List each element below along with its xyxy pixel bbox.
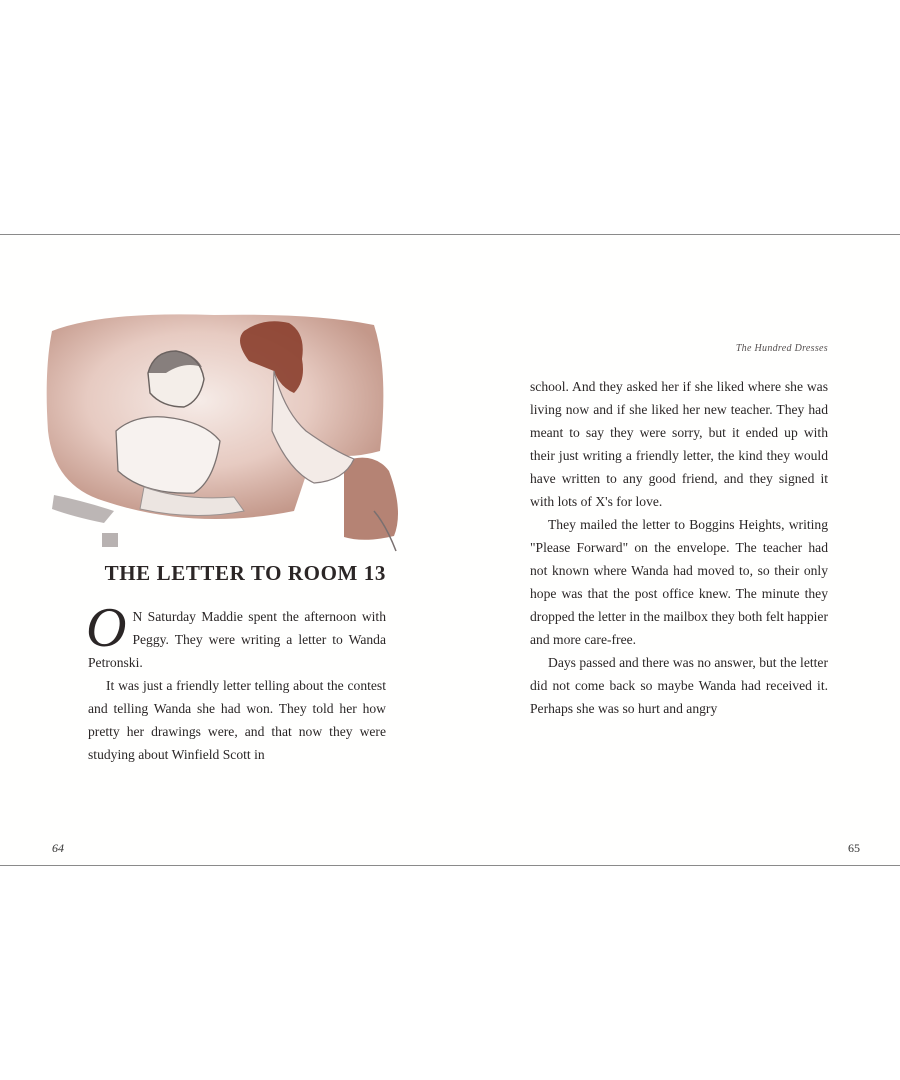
book-spread — [0, 234, 900, 866]
right-page-text — [530, 375, 828, 720]
paragraph — [86, 597, 386, 674]
paragraph: Days passed and there was no answer, but the letter did not come back so maybe Wanda had received it. Perhaps she was so hurt and angry — [530, 655, 828, 716]
paragraph: They mailed the letter to Boggins Heights, writing "Please Forward" on the envelope. The teacher had not known where Wanda had moved to, so their only hope was that the post office knew. The minute they dropped the letter in the mailbox they both felt happier and more care-free. — [530, 517, 828, 647]
chapter-title: THE LETTER TO ROOM 13 — [104, 561, 386, 585]
running-head: The Hundred Dresses — [735, 343, 828, 354]
left-page-text — [86, 597, 386, 766]
paragraph: It was just a friendly letter telling about the contest and telling Wanda she had won. They told her how pretty her drawings were, and that now they were studying about Winfield Scott in — [88, 678, 386, 762]
girls-writing-letter-illustration — [44, 311, 424, 557]
paragraph-text: N Saturday Maddie spent the afternoon with Peggy. They were writing a letter to Wanda Petronski. — [88, 609, 386, 670]
page-number-left: 64 — [52, 841, 64, 855]
drop-cap: O — [86, 597, 127, 659]
paragraph: school. And they asked her if she liked where she was living now and if she liked her new teacher. They had meant to say they were sorry, but it ended up with their just writing a friendly letter, the kind they would have written to any good friend, and they signed it with lots of X's for love. — [530, 379, 828, 509]
page-number-right: 65 — [848, 841, 860, 855]
